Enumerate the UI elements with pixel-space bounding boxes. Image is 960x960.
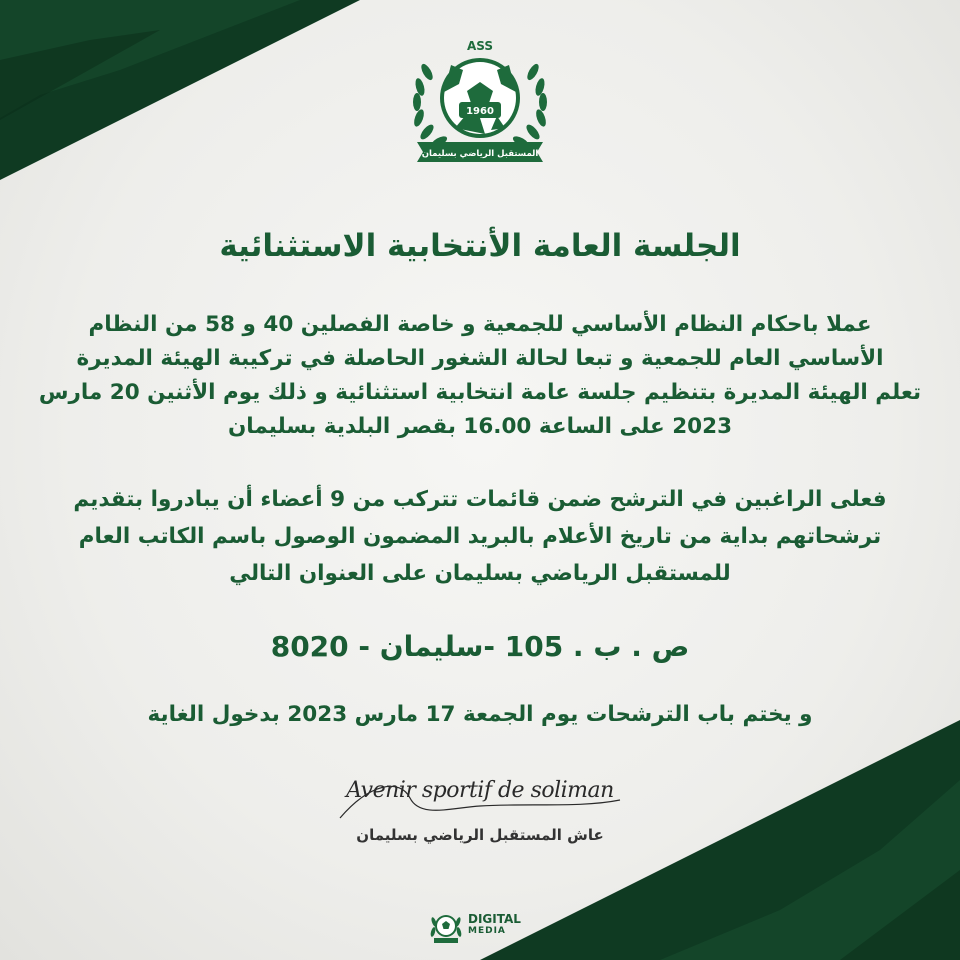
page-title: الجلسة العامة الأنتخابية الاستثنائية bbox=[219, 228, 741, 264]
paragraph-line: الأساسي العام للجمعية و تبعا لحالة الشغور الحاصلة في تركيبة الهيئة المديرة bbox=[76, 346, 884, 371]
paragraph-line: 2023 على الساعة 16.00 بقصر البلدية بسليمان bbox=[227, 414, 733, 439]
paragraph-candidates bbox=[18, 481, 942, 592]
signature-script: Avenir sportif de soliman bbox=[346, 778, 614, 803]
paragraph-intro bbox=[18, 308, 942, 444]
digital-media-logo-icon bbox=[428, 910, 464, 944]
brand-line1: DIGITAL bbox=[468, 912, 521, 926]
logo-year: 1960 bbox=[466, 106, 494, 117]
signature-arabic: عاش المستقبل الرياضي بسليمان bbox=[356, 826, 604, 844]
paragraph-line: فعلى الراغبين في الترشح ضمن قائمات تتركب من 9 أعضاء أن يبادروا بتقديم bbox=[73, 487, 887, 512]
paragraph-line: ترشحاتهم بداية من تاريخ الأعلام بالبريد المضمون الوصول باسم الكاتب العام bbox=[78, 524, 882, 549]
deadline-notice: و يختم باب الترشحات يوم الجمعة 17 مارس 2023 بدخول الغاية bbox=[147, 702, 813, 727]
digital-media-brand bbox=[468, 913, 521, 937]
paragraph-line: للمستقبل الرياضي بسليمان على العنوان التالي bbox=[229, 561, 731, 586]
postal-address: ص . ب . 105 -سليمان - 8020 bbox=[270, 630, 690, 663]
logo-initials: ASS bbox=[466, 39, 494, 53]
brand-line2: MEDIA bbox=[468, 926, 506, 936]
club-logo bbox=[405, 32, 555, 172]
logo-club-name: المستقبل الرياضي بسليمان bbox=[421, 149, 539, 159]
paragraph-line: تعلم الهيئة المديرة بتنظيم جلسة عامة انتخابية استثنائية و ذلك يوم الأثنين 20 مارس bbox=[38, 380, 922, 405]
paragraph-line: عملا باحكام النظام الأساسي للجمعية و خاصة الفصلين 40 و 58 من النظام bbox=[88, 312, 872, 337]
top-left-corner-decoration bbox=[0, 0, 360, 180]
